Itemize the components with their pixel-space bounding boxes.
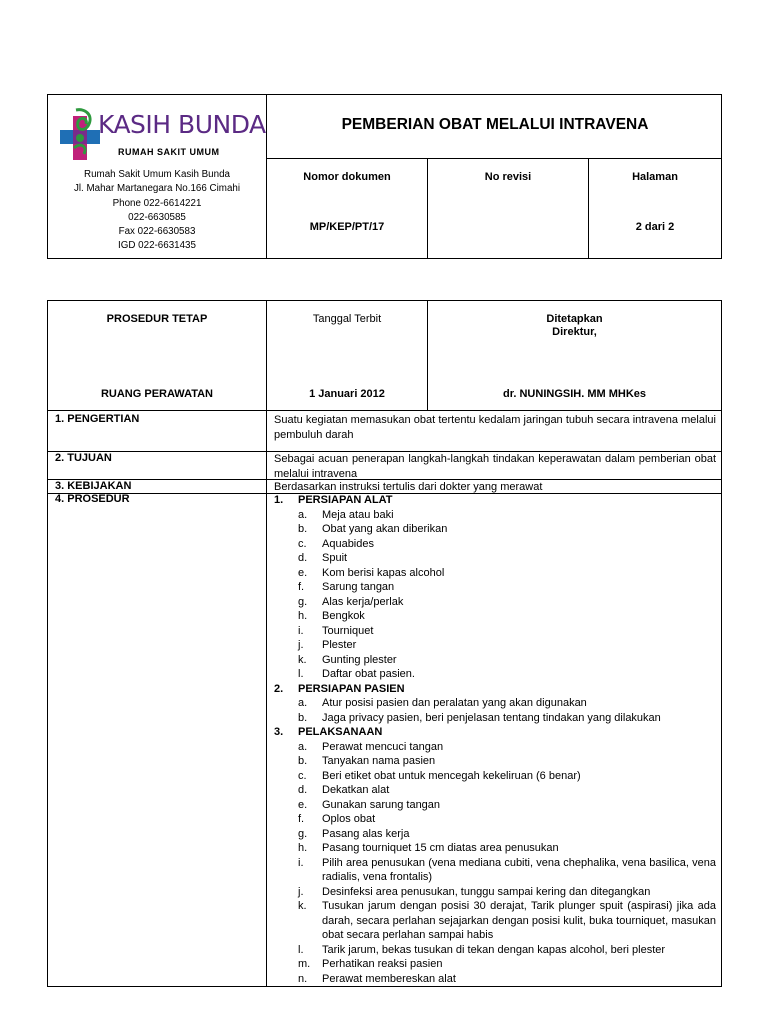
- procedure-list: [274, 493, 718, 986]
- list-item: g. Alas kerja/perlak: [298, 595, 404, 608]
- halaman-value: 2 dari 2: [635, 221, 675, 233]
- list-item: h. Bengkok: [298, 610, 365, 622]
- nomor-dokumen-value: MP/KEP/PT/17: [309, 221, 385, 233]
- address-line: Fax 022-6630583: [118, 226, 196, 238]
- list-item: a. Atur posisi pasien dan peralatan yang akan digunakan: [298, 697, 587, 709]
- list-item: l. Daftar obat pasien.: [298, 668, 415, 680]
- list-item: d. Spuit: [298, 552, 348, 564]
- list-item: k. Gunting plester: [298, 653, 397, 666]
- pengertian-text: Suatu kegiatan memasukan obat tertentu kedalam jaringan tubuh secara intravena melalui pembuluh darah: [274, 414, 716, 441]
- address-line: 022-6630585: [128, 211, 186, 223]
- list-item: j. Plester: [298, 639, 357, 651]
- no-revisi-label: No revisi: [484, 171, 532, 183]
- list-item: f. Oplos obat: [298, 813, 376, 825]
- address-line: Rumah Sakit Umum Kasih Bunda: [84, 169, 230, 180]
- direktur-label: Direktur,: [552, 326, 597, 338]
- list-item: b. Tanyakan nama pasien: [298, 755, 436, 767]
- list-item: i. Pilih area penusukan (vena mediana cubiti, vena chephalika, vena basilica, vena radialis, vena frontalis): [298, 856, 716, 883]
- hospital-address: [48, 168, 266, 254]
- list-item: h. Pasang tourniquet 15 cm diatas area penusukan: [298, 842, 559, 854]
- address-line: IGD 022-6631435: [118, 240, 196, 252]
- hospital-logo-icon: [60, 108, 100, 162]
- nomor-dokumen-label: Nomor dokumen: [303, 171, 391, 183]
- tanggal-terbit-label: Tanggal Terbit: [312, 313, 382, 325]
- list-item: d. Dekatkan alat: [298, 784, 390, 796]
- logo-name: KASIH BUNDA: [98, 110, 266, 139]
- prosedur-tetap-label: PROSEDUR TETAP: [106, 313, 208, 325]
- direktur-name: dr. NUNINGSIH. MM MHKes: [502, 388, 646, 400]
- list-item: e. Gunakan sarung tangan: [298, 798, 441, 811]
- list-item: l. Tarik jarum, bekas tusukan di tekan dengan kapas alcohol, beri plester: [298, 943, 666, 956]
- ditetapkan-label: Ditetapkan: [546, 313, 603, 325]
- list-item: b. Jaga privacy pasien, beri penjelasan tentang tindakan yang dilakukan: [298, 711, 661, 724]
- list-item: n. Perawat membereskan alat: [298, 972, 456, 985]
- list-item: b. Obat yang akan diberikan: [298, 523, 448, 535]
- halaman-label: Halaman: [632, 171, 678, 183]
- section-heading: 2. PERSIAPAN PASIEN: [274, 682, 405, 695]
- list-item: m. Perhatikan reaksi pasien: [298, 958, 443, 970]
- prosedur-label: 4. PROSEDUR: [55, 493, 130, 505]
- list-item: a. Meja atau baki: [298, 508, 394, 521]
- ruang-perawatan-label: RUANG PERAWATAN: [100, 388, 214, 400]
- list-item: k. Tusukan jarum dengan posisi 30 derajat, Tarik plunger spuit (aspirasi) jika ada darah, secara perlahan sejajarkan dengan posisi kulit, buka tourniquet, masukan obat secara perlahan sampai habis: [298, 900, 716, 941]
- logo-subtitle: RUMAH SAKIT UMUM: [118, 147, 220, 157]
- list-item: c. Beri etiket obat untuk mencegah kekeliruan (6 benar): [298, 769, 581, 782]
- kebijakan-text: Berdasarkan instruksi tertulis dari dokter yang merawat: [274, 481, 543, 493]
- tujuan-text: Sebagai acuan penerapan langkah-langkah tindakan keperawatan dalam pemberian obat melalui intravena: [274, 453, 716, 480]
- list-item: e. Kom berisi kapas alcohol: [298, 566, 445, 579]
- section-heading: 1. PERSIAPAN ALAT: [274, 494, 393, 506]
- address-line: Jl. Mahar Martanegara No.166 Cimahi: [73, 183, 241, 195]
- tujuan-label: 2. TUJUAN: [55, 452, 112, 464]
- address-line: Phone 022-6614221: [112, 197, 202, 209]
- list-item: i. Tourniquet: [298, 624, 374, 637]
- pengertian-label: 1. PENGERTIAN: [55, 413, 140, 425]
- list-item: a. Perawat mencuci tangan: [298, 740, 444, 753]
- list-item: c. Aquabides: [298, 537, 374, 550]
- section-heading: 3. PELAKSANAAN: [274, 726, 383, 738]
- kebijakan-label: 3. KEBIJAKAN: [55, 480, 132, 492]
- list-item: g. Pasang alas kerja: [298, 827, 410, 840]
- document-title: PEMBERIAN OBAT MELALUI INTRAVENA: [341, 116, 649, 133]
- tanggal-terbit-value: 1 Januari 2012: [309, 388, 385, 400]
- list-item: f. Sarung tangan: [298, 581, 395, 593]
- list-item: j. Desinfeksi area penusukan, tunggu sampai kering dan ditegangkan: [298, 885, 651, 898]
